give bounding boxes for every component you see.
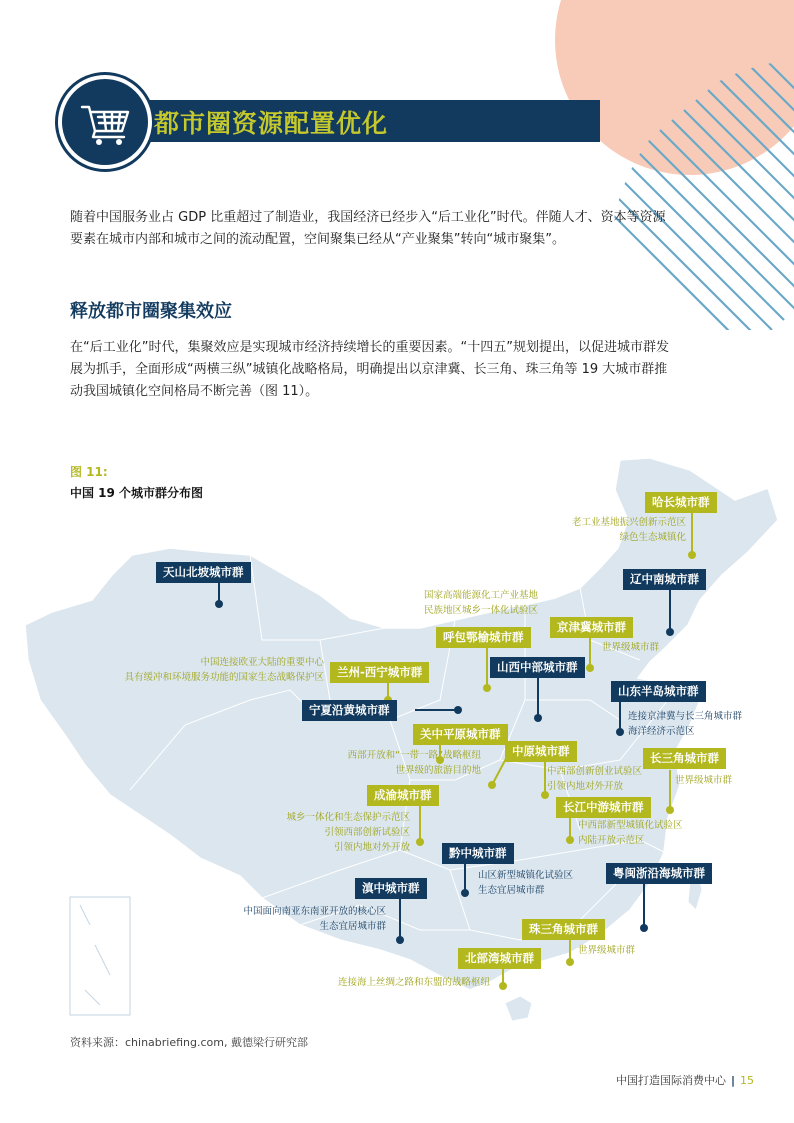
footer-title: 中国打造国际消费中心 [615,1074,726,1087]
note-hubao: 国家高端能源化工产业基地 民族地区城乡一体化试验区 [423,590,538,616]
peach-circle-decoration [555,0,794,175]
figure-number: 图 11: [70,465,108,479]
note-jingjinji: 世界级城市群 [602,642,660,653]
note-guanzhong: 西部开放和“一带一路”战略枢纽 世界级的旅游目的地 [347,750,481,776]
note-changjiang: 中西部新型城镇化试验区 内陆开放示范区 [578,820,683,846]
page-number: 15 [740,1074,754,1087]
cluster-label-jingjinji: 京津冀城市群 [550,617,633,638]
note-qianzhong: 山区新型城镇化试验区 生态宜居城市群 [478,870,574,896]
cluster-label-haerbin: 哈长城市群 [645,492,717,513]
section-title: 都市圈资源配置优化 [154,109,389,138]
note-chengyu: 城乡一体化和生态保护示范区 引领西部创新试验区 引领内地对外开放 [286,812,410,853]
cluster-label-ningxia: 宁夏沿黄城市群 [302,700,397,721]
note-zhongyuan: 中西部创新创业试验区 引领内地对外开放 [547,766,643,792]
cluster-label-yuemin: 粤闽浙沿海城市群 [606,863,712,884]
cluster-label-lanxi: 兰州-西宁城市群 [330,662,429,683]
note-zhusanjiao: 世界级城市群 [578,945,636,956]
figure-source: 资料来源：chinabriefing.com, 戴德梁行研究部 [70,1036,308,1049]
body-paragraph: 在“后工业化”时代，集聚效应是实现城市经济持续增长的重要因素。“十四五”规划提出，以促进城市群发展为抓手，全面形成“两横三纵”城镇化战略格局，明确提出以京津冀、长三角、珠三角等 19 大城市群推动我国城镇化空间格局不断完善（图 11）。 [70,340,669,399]
page-footer [616,1072,754,1088]
cluster-label-liaozhongnan: 辽中南城市群 [623,569,706,590]
cluster-label-hubao: 呼包鄂榆城市群 [436,627,531,648]
cluster-label-beibuwan: 北部湾城市群 [458,948,541,969]
section-icon-badge [58,75,152,169]
cluster-label-zhusanjiao: 珠三角城市群 [522,919,605,940]
subheading: 释放都市圈聚集效应 [70,301,232,322]
south-china-sea-lines [80,905,110,1005]
cluster-label-zhongyuan: 中原城市群 [505,741,577,762]
cluster-label-shandong: 山东半岛城市群 [611,681,706,702]
cluster-label-shanxi: 山西中部城市群 [490,657,585,678]
intro-paragraph: 随着中国服务业占 GDP 比重超过了制造业，我国经济已经步入“后工业化”时代。伴随人才、资本等资源要素在城市内部和城市之间的流动配置，空间聚集已经从“产业聚集”转向“城市聚集”。 [70,210,666,247]
note-haerbin: 老工业基地振兴创新示范区 绿色生态城镇化 [571,517,686,543]
note-beibuwan: 连接海上丝绸之路和东盟的战略枢纽 [338,977,491,988]
cluster-label-chengyu: 成渝城市群 [367,785,439,806]
note-lanxi: 中国连接欧亚大陆的重要中心 具有缓冲和环境服务功能的国家生态战略保护区 [124,657,324,683]
footer-separator: | [730,1074,735,1087]
shopping-cart-icon [62,79,148,165]
cluster-label-qianzhong: 黔中城市群 [442,843,514,864]
cluster-label-changsanjiao: 长三角城市群 [643,748,726,769]
note-dianzhong: 中国面向南亚东南亚开放的核心区 生态宜居城市群 [243,906,386,932]
note-shandong: 连接京津冀与长三角城市群 海洋经济示范区 [628,711,743,737]
note-changsanjiao: 世界级城市群 [675,775,733,786]
cluster-label-changjiang: 长江中游城市群 [556,797,651,818]
cluster-label-guanzhong: 关中平原城市群 [413,724,508,745]
cluster-label-dianzhong: 滇中城市群 [355,878,427,899]
cluster-label-tianshan: 天山北坡城市群 [156,562,251,583]
hainan-island [505,996,532,1021]
figure-title: 中国 19 个城市群分布图 [70,486,204,500]
